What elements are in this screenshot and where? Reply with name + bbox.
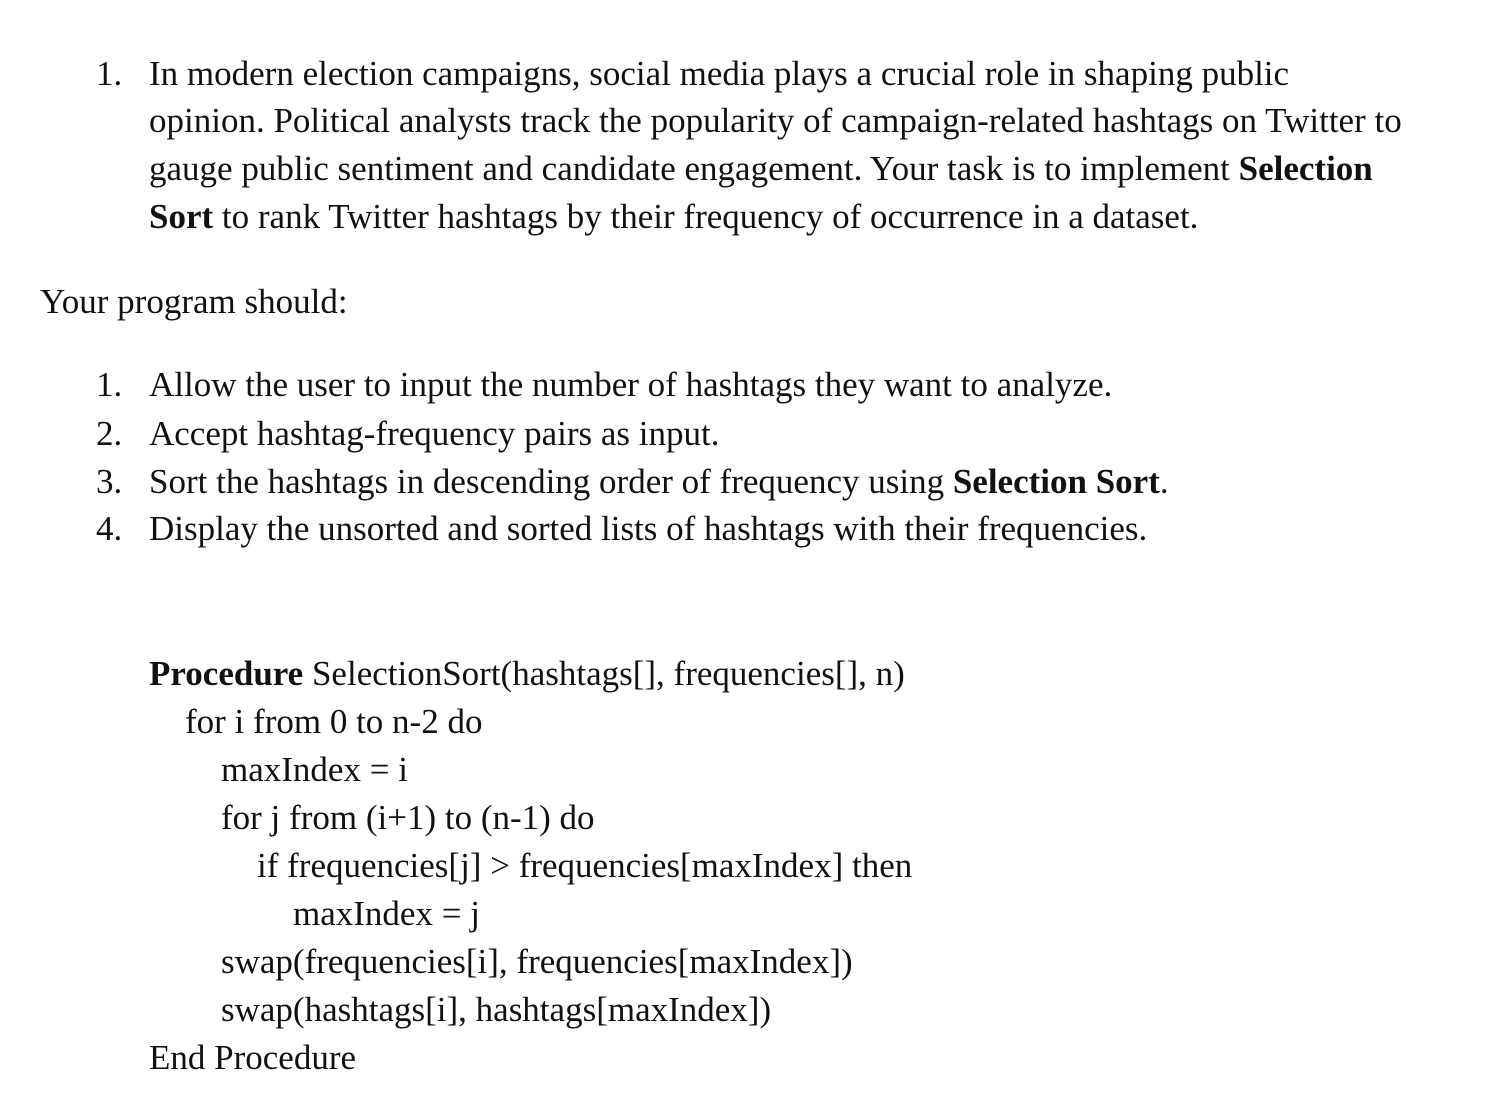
question-line-3-text: gauge public sentiment and candidate engagement. Your task is to implement: [149, 149, 1239, 188]
pseudocode-signature: SelectionSort(hashtags[], frequencies[], n): [303, 654, 905, 693]
requirement-4-text: Display the unsorted and sorted lists of hashtags with their frequencies.: [149, 509, 1148, 548]
requirement-3-text-pre: Sort the hashtags in descending order of frequency using: [149, 462, 953, 501]
requirement-1-text: Allow the user to input the number of hashtags they want to analyze.: [149, 365, 1113, 404]
question-line-4-bold: Sort: [149, 197, 214, 236]
question-line-3-bold: Selection: [1238, 149, 1373, 188]
program-intro: Your program should:: [40, 282, 348, 321]
question-line-4-text: to rank Twitter hashtags by their frequency of occurrence in a dataset.: [213, 197, 1199, 236]
question-line-2: opinion. Political analysts track the popularity of campaign-related hashtags on Twitter to: [149, 101, 1402, 140]
pseudocode-line-6: swap(frequencies[i], frequencies[maxIndex]): [221, 942, 853, 981]
requirement-2-number: 2.: [96, 414, 123, 453]
pseudocode-line-5: maxIndex = j: [293, 894, 480, 933]
requirement-3-number: 3.: [96, 462, 123, 501]
pseudocode-line-4: if frequencies[j] > frequencies[maxIndex] then: [257, 846, 913, 885]
question-line-3: [149, 145, 1373, 193]
requirement-3-text: [149, 458, 1169, 506]
question-number: 1.: [96, 54, 123, 93]
pseudocode-line-7: swap(hashtags[i], hashtags[maxIndex]): [221, 990, 772, 1029]
requirement-4-number: 4.: [96, 509, 123, 548]
requirement-1-number: 1.: [96, 365, 123, 404]
pseudocode-keyword: Procedure: [149, 654, 304, 693]
requirement-3-text-post: .: [1159, 462, 1169, 501]
pseudocode-line-3: for j from (i+1) to (n-1) do: [221, 798, 595, 837]
requirement-3-text-bold: Selection Sort: [952, 462, 1160, 501]
requirement-2-text: Accept hashtag-frequency pairs as input.: [149, 414, 720, 453]
pseudocode-header: [149, 650, 905, 698]
pseudocode-line-1: for i from 0 to n-2 do: [185, 702, 483, 741]
pseudocode-end: End Procedure: [149, 1038, 357, 1077]
question-line-4: [149, 193, 1198, 241]
question-line-1: In modern election campaigns, social media plays a crucial role in shaping public: [149, 54, 1290, 93]
pseudocode-line-2: maxIndex = i: [221, 750, 408, 789]
